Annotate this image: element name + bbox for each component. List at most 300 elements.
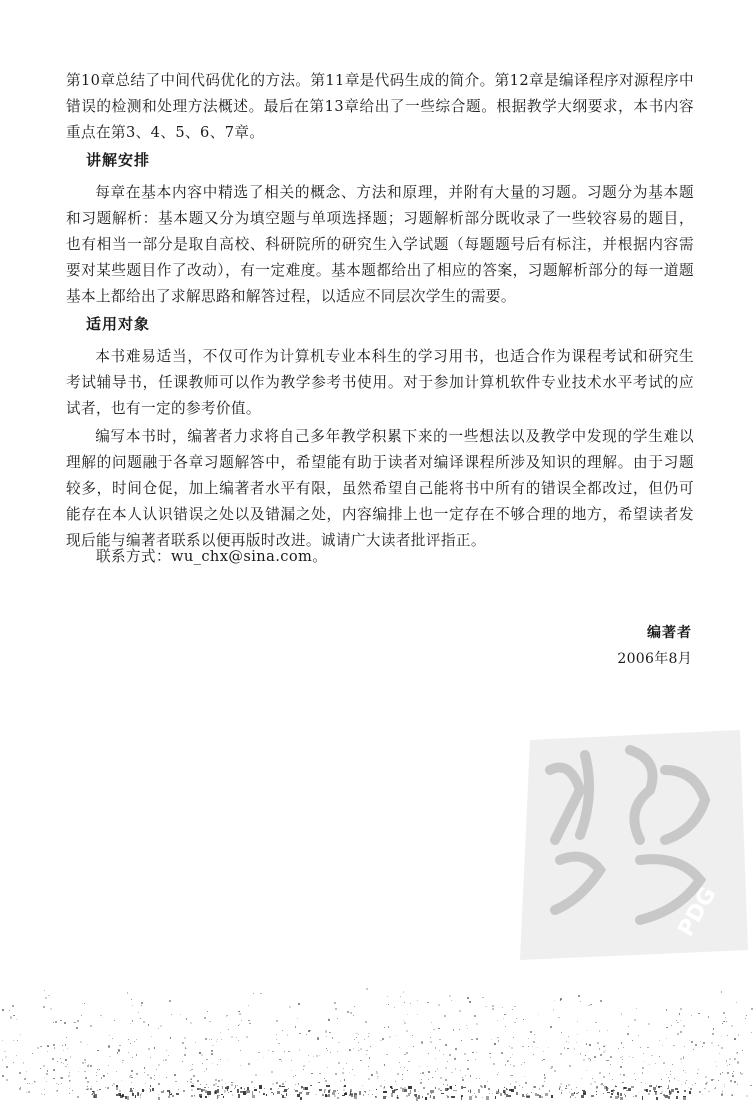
scan-speck bbox=[343, 1089, 345, 1091]
scan-speck bbox=[84, 1003, 85, 1004]
scan-band-speck bbox=[240, 1091, 243, 1093]
scan-speck bbox=[360, 1048, 362, 1050]
scan-speck bbox=[96, 1081, 97, 1082]
scan-speck bbox=[716, 1066, 717, 1067]
scan-speck bbox=[396, 1090, 397, 1091]
scan-speck bbox=[299, 1049, 301, 1051]
scan-speck bbox=[548, 1047, 549, 1048]
scan-speck bbox=[34, 1081, 36, 1083]
scan-band-speck bbox=[524, 1096, 526, 1097]
scan-speck bbox=[97, 1090, 98, 1091]
scan-speck bbox=[295, 1084, 296, 1085]
scan-speck bbox=[166, 1077, 167, 1078]
scan-speck bbox=[70, 1056, 71, 1057]
scan-band-speck bbox=[332, 1092, 335, 1095]
scan-speck bbox=[117, 1052, 119, 1054]
scan-band-speck bbox=[566, 1085, 568, 1087]
scan-speck bbox=[472, 1052, 473, 1053]
scan-speck bbox=[303, 1069, 304, 1070]
scan-band-speck bbox=[93, 1095, 95, 1098]
scan-speck bbox=[402, 1074, 403, 1075]
scan-band-speck bbox=[658, 1086, 660, 1088]
scan-speck bbox=[476, 1078, 477, 1079]
scan-speck bbox=[513, 1065, 515, 1067]
scan-speck bbox=[206, 1059, 207, 1060]
scan-speck bbox=[193, 1075, 195, 1077]
scan-speck bbox=[451, 1000, 452, 1001]
scan-speck bbox=[427, 1066, 428, 1067]
scan-speck bbox=[380, 1040, 382, 1042]
scan-speck bbox=[349, 1050, 350, 1051]
scan-speck bbox=[175, 1081, 177, 1083]
scan-speck bbox=[158, 1094, 160, 1096]
scan-speck bbox=[718, 1045, 719, 1046]
scan-speck bbox=[16, 1019, 17, 1020]
scan-speck bbox=[160, 1025, 162, 1027]
scan-speck bbox=[718, 1080, 719, 1081]
scan-speck bbox=[344, 1079, 346, 1081]
scan-speck bbox=[231, 1036, 233, 1038]
scan-speck bbox=[492, 1093, 493, 1094]
signature-author: 编著者 bbox=[647, 625, 692, 641]
scan-band-speck bbox=[344, 1085, 346, 1087]
scan-speck bbox=[138, 1012, 139, 1013]
scan-speck bbox=[258, 1052, 259, 1053]
scan-speck bbox=[734, 1081, 736, 1083]
scan-speck bbox=[56, 1090, 58, 1092]
scan-speck bbox=[12, 1005, 14, 1007]
scan-speck bbox=[533, 1054, 534, 1055]
scan-speck bbox=[722, 1072, 723, 1073]
scan-speck bbox=[440, 1077, 442, 1079]
scan-speck bbox=[565, 1088, 567, 1090]
scan-band-speck bbox=[241, 1087, 242, 1089]
scan-speck bbox=[706, 1083, 707, 1084]
scan-speck bbox=[726, 1021, 728, 1023]
scan-band-speck bbox=[649, 1090, 652, 1092]
scan-speck bbox=[460, 1070, 461, 1071]
scan-speck bbox=[622, 1062, 623, 1063]
scan-speck bbox=[19, 1088, 21, 1090]
scan-speck bbox=[544, 1074, 546, 1076]
scan-speck bbox=[437, 1068, 439, 1070]
scan-band-speck bbox=[254, 1089, 257, 1091]
scan-speck bbox=[53, 1069, 55, 1071]
scan-speck bbox=[620, 1066, 622, 1068]
scan-speck bbox=[399, 1062, 401, 1064]
scan-band-speck bbox=[223, 1096, 224, 1098]
scan-speck bbox=[622, 1082, 624, 1084]
scan-speck bbox=[291, 1070, 292, 1071]
scan-speck bbox=[144, 1072, 145, 1073]
scan-band-speck bbox=[306, 1092, 309, 1095]
scan-speck bbox=[358, 1034, 359, 1035]
scan-speck bbox=[69, 1072, 70, 1073]
scan-speck bbox=[84, 1059, 86, 1061]
scan-speck bbox=[220, 1032, 221, 1033]
scan-speck bbox=[46, 1073, 48, 1075]
scan-speck bbox=[87, 1088, 89, 1090]
scan-speck bbox=[85, 1077, 87, 1079]
scan-speck bbox=[65, 1044, 67, 1046]
scan-speck bbox=[610, 1056, 612, 1058]
scan-speck bbox=[440, 1090, 441, 1091]
scan-speck bbox=[140, 1097, 141, 1098]
scan-speck bbox=[185, 1048, 187, 1050]
scan-speck bbox=[475, 1059, 476, 1060]
scan-speck bbox=[154, 1079, 155, 1080]
scan-speck bbox=[482, 1097, 483, 1098]
scan-speck bbox=[588, 1005, 590, 1007]
scan-speck bbox=[459, 1010, 461, 1012]
scan-speck bbox=[309, 1061, 310, 1062]
scan-speck bbox=[119, 1090, 121, 1092]
scan-speck bbox=[228, 1060, 230, 1062]
scan-speck bbox=[742, 1050, 743, 1051]
scan-speck bbox=[78, 1071, 79, 1072]
scan-speck bbox=[217, 1064, 219, 1066]
scan-speck bbox=[580, 1053, 582, 1055]
scan-speck bbox=[600, 1054, 602, 1056]
scan-band-speck bbox=[201, 1089, 203, 1091]
scan-speck bbox=[9, 1010, 10, 1011]
scan-speck bbox=[356, 1037, 357, 1038]
scan-speck bbox=[708, 1091, 710, 1093]
scan-noise bbox=[0, 985, 754, 1100]
scan-speck bbox=[24, 1078, 26, 1080]
scan-speck bbox=[327, 1067, 328, 1068]
scan-speck bbox=[497, 1020, 498, 1021]
scan-speck bbox=[80, 1041, 82, 1043]
scan-speck bbox=[628, 1026, 629, 1027]
scan-speck bbox=[368, 1033, 369, 1034]
scan-band-speck bbox=[391, 1093, 394, 1097]
scan-band-speck bbox=[222, 1086, 223, 1089]
scan-speck bbox=[642, 1072, 644, 1074]
scan-speck bbox=[596, 1087, 598, 1089]
scan-speck bbox=[236, 1037, 238, 1039]
scan-speck bbox=[334, 1002, 336, 1004]
scan-speck bbox=[282, 1083, 284, 1085]
scan-band-speck bbox=[635, 1095, 638, 1097]
scan-speck bbox=[107, 1073, 108, 1074]
scan-speck bbox=[221, 1039, 222, 1040]
scan-speck bbox=[211, 1050, 213, 1052]
scan-band-speck bbox=[642, 1096, 643, 1100]
scan-speck bbox=[206, 1084, 207, 1085]
scan-band-speck bbox=[655, 1091, 657, 1095]
scan-speck bbox=[620, 1074, 622, 1076]
scan-speck bbox=[131, 1082, 132, 1083]
scan-speck bbox=[298, 1083, 300, 1085]
scan-band-speck bbox=[416, 1097, 417, 1101]
scan-speck bbox=[324, 1078, 326, 1080]
scan-band-speck bbox=[624, 1094, 625, 1096]
scan-speck bbox=[670, 1074, 671, 1075]
scan-band-speck bbox=[383, 1091, 387, 1093]
scan-speck bbox=[493, 1063, 495, 1065]
scan-speck bbox=[132, 1057, 133, 1058]
scan-speck bbox=[218, 1080, 219, 1081]
scan-band-speck bbox=[235, 1085, 236, 1088]
scan-speck bbox=[731, 1025, 733, 1027]
scan-speck bbox=[96, 1075, 97, 1076]
scan-speck bbox=[504, 1014, 506, 1016]
scan-band-speck bbox=[503, 1090, 504, 1094]
scan-speck bbox=[338, 1093, 339, 1094]
scan-band-speck bbox=[217, 1089, 218, 1093]
scan-speck bbox=[130, 1023, 131, 1024]
scan-band-speck bbox=[463, 1087, 466, 1088]
scan-speck bbox=[627, 1033, 629, 1035]
scan-speck bbox=[191, 1089, 193, 1091]
scan-band-speck bbox=[410, 1090, 412, 1094]
scan-speck bbox=[136, 1054, 137, 1055]
scan-speck bbox=[574, 1048, 576, 1050]
scan-speck bbox=[676, 1020, 677, 1021]
scan-speck bbox=[52, 1058, 54, 1060]
scan-speck bbox=[337, 1051, 338, 1052]
scan-speck bbox=[40, 1046, 41, 1047]
scan-speck bbox=[90, 1025, 92, 1027]
scan-speck bbox=[67, 1064, 68, 1065]
scan-speck bbox=[679, 1013, 680, 1014]
scan-speck bbox=[122, 1062, 123, 1063]
scan-speck bbox=[677, 1033, 679, 1035]
scan-speck bbox=[683, 1058, 684, 1059]
scan-speck bbox=[322, 1094, 324, 1096]
scan-band-speck bbox=[99, 1089, 101, 1090]
scan-speck bbox=[217, 1086, 219, 1088]
scan-speck bbox=[435, 1071, 436, 1072]
scan-speck bbox=[308, 1055, 309, 1056]
scan-band-speck bbox=[127, 1096, 129, 1100]
scan-band-speck bbox=[372, 1094, 373, 1096]
scan-speck bbox=[191, 1069, 193, 1071]
scan-speck bbox=[412, 1035, 413, 1036]
scan-speck bbox=[498, 1040, 500, 1042]
scan-band-speck bbox=[649, 1085, 651, 1087]
scan-band-speck bbox=[516, 1092, 518, 1095]
scan-speck bbox=[205, 1038, 207, 1040]
scan-speck bbox=[56, 1083, 57, 1084]
scan-speck bbox=[276, 1020, 278, 1022]
scan-speck bbox=[490, 1057, 491, 1058]
scan-speck bbox=[396, 1084, 398, 1086]
scan-band-speck bbox=[676, 1096, 678, 1099]
scan-speck bbox=[640, 1047, 641, 1048]
scan-speck bbox=[435, 1047, 436, 1048]
scan-speck bbox=[255, 1074, 256, 1075]
scan-band-speck bbox=[132, 1090, 133, 1094]
audience-text: 本书难易适当，不仅可作为计算机专业本科生的学习用书，也适合作为课程考试和研究生考试辅导书，任课教师可以作为教学参考书使用。对于参加计算机软件专业技术水平考试的应试者，也有一定的参考价值。 bbox=[66, 348, 694, 417]
scan-speck bbox=[29, 1083, 30, 1084]
scan-speck bbox=[183, 1090, 185, 1092]
scan-speck bbox=[451, 1089, 452, 1090]
scan-speck bbox=[514, 1022, 516, 1024]
scan-speck bbox=[147, 1074, 149, 1076]
scan-speck bbox=[678, 1080, 679, 1081]
scan-speck bbox=[116, 1071, 117, 1072]
scan-speck bbox=[583, 1059, 585, 1061]
scan-speck bbox=[647, 1047, 649, 1049]
scan-speck bbox=[605, 1050, 606, 1051]
scan-band-speck bbox=[328, 1094, 331, 1098]
scan-speck bbox=[622, 1059, 623, 1060]
scan-band-speck bbox=[631, 1086, 634, 1088]
scan-speck bbox=[26, 1092, 27, 1093]
scan-speck bbox=[131, 1070, 133, 1072]
scan-speck bbox=[329, 1032, 331, 1034]
scan-band-speck bbox=[299, 1092, 302, 1095]
scan-speck bbox=[532, 1046, 533, 1047]
scan-speck bbox=[26, 1071, 27, 1072]
scan-speck bbox=[302, 1091, 303, 1092]
scan-speck bbox=[489, 1093, 490, 1094]
scan-speck bbox=[724, 1086, 725, 1087]
scan-band-speck bbox=[422, 1096, 424, 1098]
scan-band-speck bbox=[613, 1090, 615, 1092]
scan-speck bbox=[180, 1014, 181, 1015]
scan-speck bbox=[134, 1041, 135, 1042]
scan-speck bbox=[136, 1039, 137, 1040]
scan-speck bbox=[432, 1077, 433, 1078]
scan-speck bbox=[403, 991, 405, 993]
scan-speck bbox=[726, 1060, 727, 1061]
scan-band-speck bbox=[397, 1095, 398, 1098]
scan-speck bbox=[723, 1012, 725, 1014]
scan-band-speck bbox=[228, 1092, 229, 1093]
scan-speck bbox=[738, 1034, 740, 1036]
scan-band-speck bbox=[152, 1088, 154, 1091]
scan-speck bbox=[732, 1075, 733, 1076]
scan-band-speck bbox=[176, 1093, 179, 1096]
scan-speck bbox=[505, 1064, 506, 1065]
scan-speck bbox=[400, 996, 401, 997]
scan-band-speck bbox=[404, 1089, 407, 1092]
scan-speck bbox=[713, 1079, 714, 1080]
scan-speck bbox=[61, 1077, 63, 1079]
scan-speck bbox=[54, 1047, 56, 1049]
scan-speck bbox=[474, 1015, 476, 1017]
scan-speck bbox=[319, 1073, 321, 1075]
scan-speck bbox=[47, 1045, 49, 1047]
scan-speck bbox=[751, 1008, 753, 1010]
scan-speck bbox=[636, 1008, 637, 1009]
scan-speck bbox=[577, 1021, 578, 1022]
scan-speck bbox=[731, 1094, 733, 1096]
scan-band-speck bbox=[506, 1094, 507, 1097]
scan-band-speck bbox=[384, 1086, 385, 1088]
scan-band-speck bbox=[618, 1095, 619, 1098]
scan-speck bbox=[366, 1054, 368, 1056]
scan-speck bbox=[702, 1046, 703, 1047]
scan-speck bbox=[234, 1088, 235, 1089]
scan-speck bbox=[5, 1056, 7, 1058]
scan-band-speck bbox=[383, 1096, 386, 1099]
scan-speck bbox=[445, 1079, 447, 1081]
scan-band-speck bbox=[161, 1091, 164, 1093]
scan-speck bbox=[246, 1036, 248, 1038]
scan-speck bbox=[60, 1058, 61, 1059]
scan-speck bbox=[108, 1065, 109, 1066]
scan-speck bbox=[20, 1088, 21, 1089]
scan-speck bbox=[736, 1002, 737, 1003]
scan-speck bbox=[2, 1075, 4, 1077]
scan-speck bbox=[108, 1046, 110, 1048]
scan-speck bbox=[594, 1081, 596, 1083]
scan-speck bbox=[231, 1084, 233, 1086]
scan-speck bbox=[136, 1073, 138, 1075]
scan-speck bbox=[737, 1084, 739, 1086]
scan-speck bbox=[587, 1030, 588, 1031]
scan-speck bbox=[369, 1057, 370, 1058]
scan-speck bbox=[461, 1040, 462, 1041]
scan-speck bbox=[121, 1080, 122, 1081]
contact-line: 联系方式：wu_chx@sina.com。 bbox=[96, 548, 328, 565]
scan-speck bbox=[251, 1081, 253, 1083]
scan-speck bbox=[85, 1062, 87, 1064]
scan-band-speck bbox=[447, 1096, 448, 1098]
scan-speck bbox=[439, 1039, 441, 1041]
scan-speck bbox=[377, 1078, 378, 1079]
scan-speck bbox=[451, 1072, 453, 1074]
scan-speck bbox=[492, 1008, 494, 1010]
scan-speck bbox=[693, 1049, 694, 1050]
scan-speck bbox=[705, 1076, 707, 1078]
scan-speck bbox=[195, 1042, 196, 1043]
scan-speck bbox=[485, 1006, 487, 1008]
scan-speck bbox=[522, 1046, 524, 1048]
scan-speck bbox=[65, 1066, 66, 1067]
scan-speck bbox=[641, 1082, 643, 1084]
scan-speck bbox=[539, 1088, 540, 1089]
scan-band-speck bbox=[545, 1093, 548, 1097]
scan-speck bbox=[37, 1047, 39, 1049]
scan-speck bbox=[382, 1038, 384, 1040]
scan-band-speck bbox=[423, 1087, 425, 1089]
scan-band-speck bbox=[259, 1085, 262, 1089]
scan-speck bbox=[715, 1087, 717, 1089]
scan-speck bbox=[494, 1043, 496, 1045]
scan-speck bbox=[337, 1090, 338, 1091]
scan-speck bbox=[445, 1044, 447, 1046]
scan-speck bbox=[447, 1061, 449, 1063]
scan-speck bbox=[727, 1035, 728, 1036]
scan-speck bbox=[145, 1083, 146, 1084]
scan-speck bbox=[510, 1083, 512, 1085]
scan-speck bbox=[699, 1091, 701, 1093]
scan-speck bbox=[472, 1095, 473, 1096]
scan-speck bbox=[53, 1022, 54, 1023]
scan-speck bbox=[568, 1042, 569, 1043]
scan-speck bbox=[704, 1088, 705, 1089]
scan-speck bbox=[291, 1060, 292, 1061]
scan-speck bbox=[53, 1044, 55, 1046]
scan-speck bbox=[4, 1051, 5, 1052]
scan-speck bbox=[683, 1056, 685, 1058]
scan-band-speck bbox=[551, 1095, 553, 1098]
scan-speck bbox=[404, 1054, 406, 1056]
scan-speck bbox=[750, 1085, 752, 1087]
scan-band-speck bbox=[158, 1097, 160, 1100]
scan-speck bbox=[140, 1094, 142, 1096]
scan-speck bbox=[388, 1026, 390, 1028]
scan-speck bbox=[44, 1089, 45, 1090]
scan-speck bbox=[260, 993, 262, 995]
scan-speck bbox=[607, 1060, 608, 1061]
scan-speck bbox=[623, 1074, 625, 1076]
